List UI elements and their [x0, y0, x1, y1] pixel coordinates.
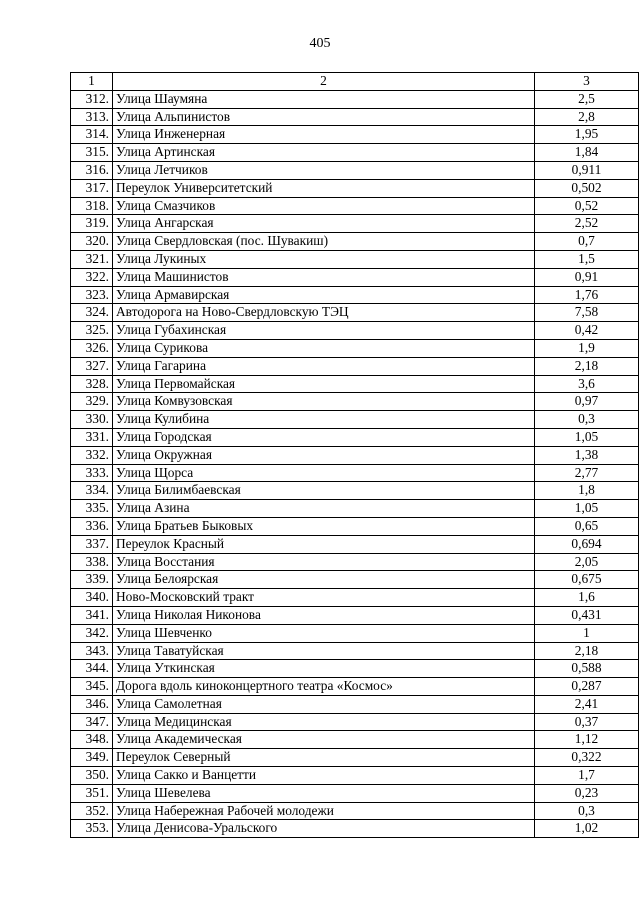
street-name: Улица Артинская [113, 144, 535, 162]
street-name: Улица Белоярская [113, 571, 535, 589]
table-row [71, 535, 639, 553]
row-number: 336. [71, 517, 113, 535]
table-row [71, 126, 639, 144]
table-body [71, 90, 639, 837]
length-value: 0,431 [535, 606, 639, 624]
row-number: 332. [71, 446, 113, 464]
table-row [71, 179, 639, 197]
page-number: 405 [309, 36, 331, 51]
row-number: 318. [71, 197, 113, 215]
column-header-3: 3 [535, 73, 639, 91]
table-row [71, 250, 639, 268]
table-row [71, 642, 639, 660]
table-row [71, 357, 639, 375]
table-row [71, 820, 639, 838]
table-row [71, 589, 639, 607]
street-name: Переулок Университетский [113, 179, 535, 197]
length-value: 0,52 [535, 197, 639, 215]
street-name: Улица Летчиков [113, 161, 535, 179]
length-value: 0,3 [535, 411, 639, 429]
length-value: 0,65 [535, 517, 639, 535]
row-number: 340. [71, 589, 113, 607]
table-row [71, 108, 639, 126]
table-row [71, 339, 639, 357]
table-row [71, 606, 639, 624]
length-value: 1,7 [535, 767, 639, 785]
length-value: 2,52 [535, 215, 639, 233]
row-number: 337. [71, 535, 113, 553]
street-name: Улица Самолетная [113, 695, 535, 713]
row-number: 324. [71, 304, 113, 322]
column-header-1: 1 [71, 73, 113, 91]
street-name: Улица Медицинская [113, 713, 535, 731]
street-name: Улица Лукиных [113, 250, 535, 268]
street-name: Переулок Северный [113, 749, 535, 767]
row-number: 325. [71, 322, 113, 340]
length-value: 0,287 [535, 678, 639, 696]
column-header-2: 2 [113, 73, 535, 91]
row-number: 319. [71, 215, 113, 233]
table-row [71, 286, 639, 304]
table-row [71, 90, 639, 108]
length-value: 1,76 [535, 286, 639, 304]
row-number: 333. [71, 464, 113, 482]
length-value: 0,7 [535, 233, 639, 251]
street-name: Улица Таватуйская [113, 642, 535, 660]
row-number: 346. [71, 695, 113, 713]
street-name: Улица Кулибина [113, 411, 535, 429]
length-value: 2,8 [535, 108, 639, 126]
table-row [71, 268, 639, 286]
row-number: 335. [71, 500, 113, 518]
street-name: Улица Инженерная [113, 126, 535, 144]
table-row [71, 304, 639, 322]
street-name: Улица Окружная [113, 446, 535, 464]
row-number: 339. [71, 571, 113, 589]
street-name: Улица Николая Никонова [113, 606, 535, 624]
table-row [71, 464, 639, 482]
street-name: Улица Денисова-Уральского [113, 820, 535, 838]
length-value: 2,18 [535, 642, 639, 660]
length-value: 1,84 [535, 144, 639, 162]
length-value: 1,5 [535, 250, 639, 268]
street-name: Улица Академическая [113, 731, 535, 749]
length-value: 7,58 [535, 304, 639, 322]
row-number: 315. [71, 144, 113, 162]
table-row [71, 553, 639, 571]
row-number: 350. [71, 767, 113, 785]
row-number: 312. [71, 90, 113, 108]
row-number: 331. [71, 428, 113, 446]
row-number: 343. [71, 642, 113, 660]
table-row [71, 215, 639, 233]
row-number: 334. [71, 482, 113, 500]
length-value: 1,6 [535, 589, 639, 607]
street-name: Улица Машинистов [113, 268, 535, 286]
street-name: Автодорога на Ново-Свердловскую ТЭЦ [113, 304, 535, 322]
length-value: 1,05 [535, 428, 639, 446]
length-value: 0,3 [535, 802, 639, 820]
length-value: 0,23 [535, 784, 639, 802]
street-name: Улица Гагарина [113, 357, 535, 375]
table-row [71, 802, 639, 820]
length-value: 2,05 [535, 553, 639, 571]
table-row [71, 784, 639, 802]
row-number: 330. [71, 411, 113, 429]
table-row [71, 571, 639, 589]
table-row [71, 322, 639, 340]
table-row [71, 624, 639, 642]
length-value: 1,95 [535, 126, 639, 144]
row-number: 349. [71, 749, 113, 767]
streets-table [70, 72, 639, 838]
table-row [71, 517, 639, 535]
row-number: 313. [71, 108, 113, 126]
length-value: 1 [535, 624, 639, 642]
row-number: 327. [71, 357, 113, 375]
table-row [71, 393, 639, 411]
length-value: 1,12 [535, 731, 639, 749]
table-row [71, 660, 639, 678]
row-number: 347. [71, 713, 113, 731]
street-name: Улица Армавирская [113, 286, 535, 304]
row-number: 320. [71, 233, 113, 251]
table-row [71, 375, 639, 393]
length-value: 2,18 [535, 357, 639, 375]
table-row [71, 428, 639, 446]
row-number: 342. [71, 624, 113, 642]
length-value: 1,8 [535, 482, 639, 500]
street-name: Дорога вдоль киноконцертного театра «Космос» [113, 678, 535, 696]
street-name: Улица Смазчиков [113, 197, 535, 215]
length-value: 0,588 [535, 660, 639, 678]
row-number: 353. [71, 820, 113, 838]
table-row [71, 695, 639, 713]
street-name: Улица Первомайская [113, 375, 535, 393]
table-row [71, 749, 639, 767]
row-number: 329. [71, 393, 113, 411]
length-value: 0,91 [535, 268, 639, 286]
row-number: 345. [71, 678, 113, 696]
length-value: 1,38 [535, 446, 639, 464]
row-number: 321. [71, 250, 113, 268]
row-number: 341. [71, 606, 113, 624]
table-row [71, 731, 639, 749]
street-name: Улица Ангарская [113, 215, 535, 233]
row-number: 352. [71, 802, 113, 820]
row-number: 338. [71, 553, 113, 571]
table-row [71, 233, 639, 251]
length-value: 0,502 [535, 179, 639, 197]
street-name: Улица Сурикова [113, 339, 535, 357]
length-value: 0,37 [535, 713, 639, 731]
table-row [71, 767, 639, 785]
street-name: Улица Набережная Рабочей молодежи [113, 802, 535, 820]
table-row [71, 713, 639, 731]
row-number: 344. [71, 660, 113, 678]
row-number: 316. [71, 161, 113, 179]
street-name: Улица Городская [113, 428, 535, 446]
street-name: Улица Шевченко [113, 624, 535, 642]
street-name: Улица Альпинистов [113, 108, 535, 126]
length-value: 0,97 [535, 393, 639, 411]
street-name: Переулок Красный [113, 535, 535, 553]
length-value: 0,675 [535, 571, 639, 589]
row-number: 351. [71, 784, 113, 802]
street-name: Ново-Московский тракт [113, 589, 535, 607]
street-name: Улица Свердловская (пос. Шувакиш) [113, 233, 535, 251]
table-row [71, 161, 639, 179]
table-row [71, 678, 639, 696]
length-value: 0,694 [535, 535, 639, 553]
table-row [71, 500, 639, 518]
street-name: Улица Щорса [113, 464, 535, 482]
row-number: 323. [71, 286, 113, 304]
street-name: Улица Уткинская [113, 660, 535, 678]
length-value: 2,77 [535, 464, 639, 482]
length-value: 1,02 [535, 820, 639, 838]
row-number: 322. [71, 268, 113, 286]
row-number: 326. [71, 339, 113, 357]
street-name: Улица Шевелева [113, 784, 535, 802]
length-value: 2,41 [535, 695, 639, 713]
table-row [71, 446, 639, 464]
row-number: 328. [71, 375, 113, 393]
street-name: Улица Восстания [113, 553, 535, 571]
table-header-row [71, 73, 639, 91]
length-value: 0,42 [535, 322, 639, 340]
row-number: 314. [71, 126, 113, 144]
length-value: 2,5 [535, 90, 639, 108]
street-name: Улица Билимбаевская [113, 482, 535, 500]
length-value: 1,9 [535, 339, 639, 357]
row-number: 348. [71, 731, 113, 749]
table-row [71, 197, 639, 215]
length-value: 3,6 [535, 375, 639, 393]
length-value: 1,05 [535, 500, 639, 518]
street-name: Улица Азина [113, 500, 535, 518]
street-name: Улица Сакко и Ванцетти [113, 767, 535, 785]
table-row [71, 411, 639, 429]
street-name: Улица Братьев Быковых [113, 517, 535, 535]
street-name: Улица Комвузовская [113, 393, 535, 411]
length-value: 0,322 [535, 749, 639, 767]
table-row [71, 144, 639, 162]
length-value: 0,911 [535, 161, 639, 179]
street-name: Улица Шаумяна [113, 90, 535, 108]
street-name: Улица Губахинская [113, 322, 535, 340]
row-number: 317. [71, 179, 113, 197]
table-row [71, 482, 639, 500]
